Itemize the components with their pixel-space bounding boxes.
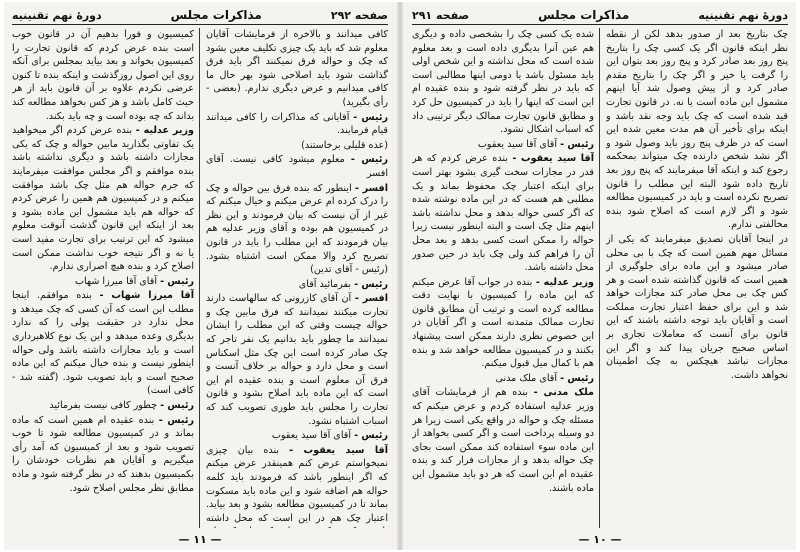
speaker-name: رئیس - <box>158 414 194 426</box>
paragraph-text: اینطور که بنده فرق بین حواله و چک را درک کرده ام عرض میکنم و خیال میکنم که غیر از آن نیست که بیان فرمودند و این نظر در کمیسیون هم بوده و آقای وزیر عدلیه هم بیان فرمودند که این مطلب را باید در قانون تصریح کرد والا ممکن است اشتباه بشود. (رئیس - آقای تدین) <box>206 182 388 276</box>
speaker-name: افسر - <box>355 182 388 194</box>
paragraph-text: آقایانی که مذاکرات را کافی میدانند قیام فرمایند. <box>206 111 388 137</box>
right-page <box>404 2 796 550</box>
paragraph-text: معلوم میشود کافی نیست. آقای افسر <box>206 154 388 179</box>
paragraph-text: آقای آقا سید یعقوب <box>477 138 557 150</box>
speaker-name: وزیر عدلیه - <box>535 276 594 288</box>
paragraph <box>206 139 388 153</box>
paragraph-text: شده یک کسی چک را بشخصی داده و دیگری هم عین آنرا بدیگری داده است و بعد معلوم شده است که محل نداشته و این شخص اولی باید مسئول باشد یا دومی اینها مطالبی است که باید در نظر گرفته شود و بنده عقیده ام این است که اینها را باید در کمیسیون حل کرد و مطابق قانون تجارت ممالک دیگر ترتیبی داد که اسباب اشکال نشود. <box>412 29 594 136</box>
paragraph <box>412 386 594 495</box>
paragraph-text: بنده عرض کردم اگر میخواهید یک تفاوتی بگذارید مابین حواله و چک که یکی مجازات داشته باشد و دیگری نداشته باشد بنده موافقم و اگر مجلس موافقت میفرمایند که جرم حواله هم مثل چک باشد موافقت میکنم و در کمیسیون هم همین را عرض کردم که حواله هم باید مشمول این ماده بشود و بعد از اینکه این قانون گذشت آنوقت معلوم میشود که این ترتیب برای تجارت مفید است یا نه و اگر نتیجه خوب نداشت ممکن است اصلاح کرد و بنده هیچ اصراری ندارم. <box>12 125 194 273</box>
paragraph <box>206 111 388 138</box>
paragraph <box>12 28 194 123</box>
paragraph <box>206 182 388 277</box>
paragraph-text: در اینجا آقایان تصدیق میفرمایند که یکی از مسائل مهم همین است که چک با بی محلی صادر میشود و این ماده برای جلوگیری از همین است که قانون گذاشته شده است و هر کس چک بی محل صادر کند مجازات خواهد شد و این برای حفظ اعتبار تجارت مملکت است و آقایان باید توجه داشته باشند که این قانون برای آنست که معاملات تجاری بر اساس صحیح جریان پیدا کند و اگر این مجازات نباشد هیچکس به چک اطمینان نخواهد داشت. <box>606 233 788 381</box>
speaker-name: آقا سید یعقوب - <box>289 444 388 456</box>
paragraph-text: چک بتاریخ بعد از صدور بدهد لکن از نقطه نظر اینکه قانون اگر یک کسی چک را بتاریخ پنج روز بعد صادر کرد و پنج روز بعد بتوان این را گرفت یا خیر و اگر چک را بتاریخ مقدم صادر کرد و از پیش وصول شد آیا اینهم مشمول این ماده است یا نه. در قانون تجارت قید شده است که چک باید وجه نقد باشد و اینکه برای تأخیر آن هم مدت معین شده این است که در ظرف پنج روز باید وصول شود و اگر نشد شخص دارنده چک میتواند بمحکمه رجوع کند و اینکه آقا میفرمایند که پنج روز بعد تاریخ داده شود البته این مطلب را قانون تصریح نکرده است و باید در کمیسیون مطالعه شود و اگر لازم است که اصلاح شود بنده مخالفتی ندارم. <box>606 29 788 231</box>
paragraph <box>412 138 594 152</box>
header-page-number: صفحه ۲۹۲ <box>330 8 388 22</box>
column-divider <box>599 28 600 528</box>
paragraph <box>12 124 194 274</box>
paragraph-text: آقای آقا سید یعقوب <box>271 430 351 442</box>
speaker-name: رئیس - <box>353 111 388 123</box>
paragraph-text: (عده قلیلی برخاستند) <box>301 139 388 151</box>
paragraph <box>12 289 194 398</box>
paragraph <box>12 399 194 413</box>
speaker-name: رئیس - <box>560 138 594 150</box>
page-header <box>12 6 388 25</box>
paragraph-text: بنده در جواب آقا عرض میکنم که این ماده را کمیسیون با نهایت دقت مطالعه کرده است و ترتیب آن مطابق قانون تجارت ممالک متمدنه است و اگر آقایان در این خصوص نظری دارند ممکن است پیشنهاد بکنند و در کمیسیون مطالعه خواهد شد و بنده هم با کمال میل قبول میکنم. <box>412 276 594 370</box>
speaker-name: رئیس - <box>160 275 194 287</box>
text-column <box>412 28 594 528</box>
header-page-number: صفحه ۲۹۱ <box>412 8 470 22</box>
speaker-name: رئیس - <box>354 430 388 442</box>
speaker-name: رئیس - <box>160 400 194 412</box>
paragraph <box>12 414 194 496</box>
paragraph-text: بفرمائید آقای <box>298 278 351 290</box>
paragraph <box>206 153 388 180</box>
speaker-name: رئیس - <box>560 372 594 384</box>
paragraph-text: کافی میدانند و بالاخره از فرمایشات آقایان معلوم شد که باید یک چیزی تکلیف معین بشود که چک و حواله فرق نمیکنند اگر باید فرق گذاشت شود باید اصلاحی شود بهر حال ما کافی میدانیم و عرض دیگری ندارم. (بعضی - رأی بگیرید) <box>206 29 388 108</box>
paragraph <box>412 28 594 137</box>
paragraph-text: آن آقای کازرونی که سالهاست دارند تجارت میکنند نمیدانند که فرق مابین چک و حواله چیست وقتی که این مطلب را ایشان نمیدانند ما چطور باید بدانیم یک نفر تاجر که چک صادر کرده است این چک مثل اسکناس است و محل دارد و حواله بر خلاف آنست و فرق آن معلوم است و بنده عقیده ام این است که این ماده باید اصلاح بشود و قانون تجارت را مجلس باید طوری تصویب کند که اسباب اشتباه نشود. <box>206 293 388 427</box>
paragraph <box>206 28 388 110</box>
header-session: دورهٔ نهم تقنینیه <box>698 8 788 22</box>
paragraph <box>412 152 594 274</box>
paragraph-text: آقای آقا میرزا شهاب <box>74 275 157 287</box>
paragraph <box>206 278 388 292</box>
text-columns <box>12 28 388 528</box>
header-session: دورهٔ نهم تقنینیه <box>12 8 102 22</box>
header-title: مذاکرات مجلس <box>538 8 630 22</box>
paragraph-text: بنده عقیده ام همین است که ماده بماند و در کمیسیون مطالعه شود تا خوب تصویب شود و بعد از کمیسیون که آمد رأی میگیریم و آقایان هم نظریات خودشان را بکمیسیون بدهند که در نظر گرفته شود و ماده مطابق نظر مجلس اصلاح شود. <box>12 414 194 494</box>
paragraph-text: کمیسیون و فورا بدهیم آن در قانون خوب است بنده عرض کردم که قانون تجارت را کمیسیون بخواند و بعد بیاید بمجلس برای آنکه روی این اصول روزگذشت و اینکه بنده تا کنون عرضی نکردم علاوه بر آن قانون باید از هر حیث کامل باشد و هر کس بخواهد مطالعه کند بداند که چه بوده است و چه باید بکند. <box>12 29 194 122</box>
speaker-name: رئیس - <box>354 278 388 290</box>
speaker-name: آقا میرزا شهاب - <box>99 290 194 302</box>
paragraph <box>606 233 788 383</box>
paragraph <box>12 275 194 289</box>
text-column <box>206 28 388 528</box>
speaker-name: آقا سید یعقوب - <box>512 153 594 165</box>
speaker-name: ملک مدنی - <box>533 387 594 399</box>
speaker-name: رئیس - <box>350 154 388 166</box>
paragraph-text: بنده موافقم. اینجا مطلب این است که آن کسی که چک میدهد و محل ندارد در حقیقت پولی را که ندارد بدیگری وعده میدهد و این یک نوع کلاهبرداری است و باید مجازات داشته باشد ولی حواله اینطور نیست و بنده خیال میکنم که این ماده صحیح است و باید تصویب شود. (گفته شد - کافی است) <box>12 290 194 397</box>
paragraph <box>206 444 388 528</box>
page-footer-number: — ۱۱ — <box>178 533 222 546</box>
speaker-name: وزیر عدلیه - <box>135 125 194 137</box>
speaker-name: افسر - <box>354 293 388 305</box>
paragraph <box>412 276 594 371</box>
page-footer-number: — ۱۰ — <box>578 533 622 546</box>
paragraph <box>606 28 788 232</box>
paragraph <box>412 372 594 386</box>
column-divider <box>199 28 200 528</box>
paragraph <box>206 292 388 428</box>
paragraph-text: بنده بیان چیزی نمیخواستم عرض کنم همینقدر عرض میکنم که اگر اینطور باشد که فرمودند باید کلمه حواله هم اضافه شود و این ماده باید مسکوت بماند تا در کمیسیون مطالعه بشود و بعد بیاید. اعتبار چک هم در این است که محل داشته <box>206 444 388 524</box>
text-columns <box>412 28 788 528</box>
page-header <box>412 6 788 25</box>
paragraph-text: آقای ملک مدنی <box>495 372 557 384</box>
book-gutter <box>397 2 403 550</box>
text-column <box>12 28 194 528</box>
book-spread <box>4 2 796 550</box>
paragraph-text: بنده عرض کردم که هر قدر در مجازات سخت گیری بشود بهتر است برای اینکه اعتبار چک محفوظ بماند و یک مطلبی هم هست که در این ماده نوشته شده که اگر کسی حواله بدهد و محل نداشته باشد اینهم مثل چک است و البته اینطور نیست زیرا حواله را ممکن است کسی بدهد و بعد محل آن را فراهم کند ولی چک باید در حین صدور محل داشته باشد. <box>412 153 594 274</box>
paragraph <box>206 429 388 443</box>
paragraph-text: بنده هم از فرمایشات آقای وزیر عدلیه استفاده کردم و عرض میکنم که مسئله چک و حواله در واقع یکی است زیرا هر دو وسیله پرداخت است و اگر کسی بخواهد از این ماده سوء استفاده کند ممکن است بجای چک حواله بدهد و از مجازات فرار کند و بنده عقیده ام این است که هر دو باید مشمول این ماده باشند. <box>412 387 594 494</box>
text-column <box>606 28 788 528</box>
left-page <box>4 2 396 550</box>
header-title: مذاکرات مجلس <box>170 8 262 22</box>
paragraph-text: چطور کافی نیست بفرمائید <box>49 400 157 412</box>
